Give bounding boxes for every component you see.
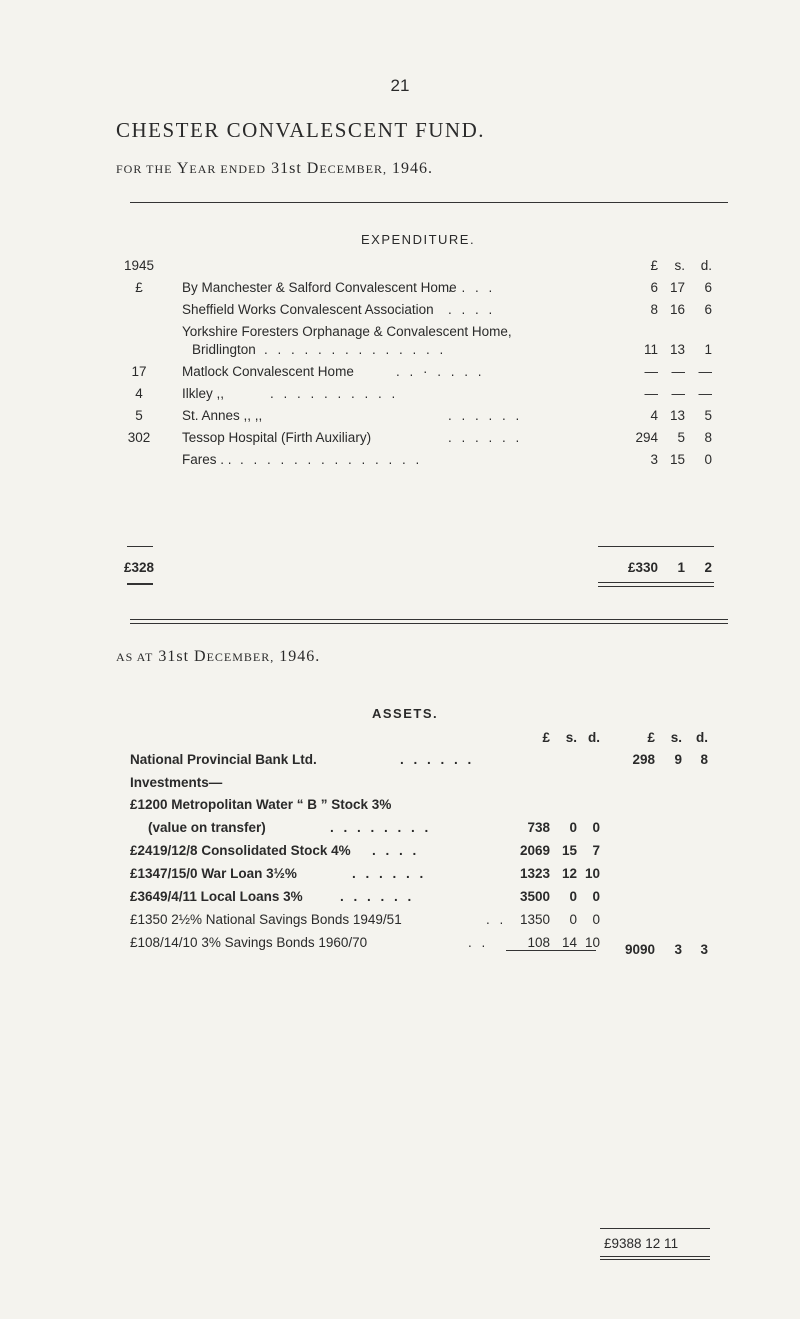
investment-pence: 7	[592, 843, 600, 858]
investment-leaders: . . . . . . . .	[330, 820, 432, 835]
outer-header-shillings: s.	[670, 730, 682, 745]
bank-leaders: . . . . . .	[400, 752, 475, 767]
grand-total-double-rule-2	[600, 1259, 710, 1260]
expenditure-row-description: Bridlington	[192, 342, 256, 357]
expenditure-row-pounds: 11	[643, 342, 658, 357]
expenditure-row-leaders: . . . . . .	[448, 430, 523, 445]
prev-total-double-rule	[127, 583, 153, 585]
total-rule	[598, 546, 714, 547]
expenditure-row-shillings: 16	[669, 302, 685, 317]
investment-pounds: 108	[527, 935, 550, 950]
expenditure-row-pence: 1	[704, 342, 712, 357]
lsd-header-pounds: £	[650, 258, 658, 273]
investment-leaders: . .	[468, 935, 489, 950]
investment-leaders: . . . . . .	[340, 889, 415, 904]
as-at-d: D	[194, 648, 207, 665]
expenditure-row-description: Sheffield Works Convalescent Association	[182, 302, 434, 317]
expenditure-row-shillings: —	[671, 386, 685, 401]
investment-shillings: 0	[569, 889, 577, 904]
expenditure-row-shillings: 15	[669, 452, 685, 467]
expenditure-row-shillings: 17	[669, 280, 685, 295]
bank-pence: 8	[700, 752, 708, 767]
expenditure-row-pence: —	[698, 364, 712, 379]
expenditure-row-leaders: . . · . . . .	[396, 364, 485, 379]
investment-description: £1200 Metropolitan Water “ B ” Stock 3%	[130, 797, 392, 812]
investments-label: Investments—	[130, 775, 223, 790]
grand-total-double-rule-1	[600, 1256, 710, 1257]
expenditure-row-pounds: —	[644, 386, 658, 401]
investment-leaders: . . . . . .	[352, 866, 427, 881]
investment-shillings: 14	[561, 935, 577, 950]
investment-pounds: 1350	[519, 912, 550, 927]
inner-header-shillings: s.	[565, 730, 577, 745]
prev-year-unit: £	[135, 280, 143, 295]
expenditure-row-shillings: 13	[669, 342, 685, 357]
report-period	[116, 160, 433, 178]
investment-shillings: 0	[569, 912, 577, 927]
investment-description: £1350 2½% National Savings Bonds 1949/51	[130, 912, 402, 927]
expenditure-row-pounds: 4	[650, 408, 658, 423]
expenditure-row-shillings: —	[671, 364, 685, 379]
investment-pounds: 738	[527, 820, 550, 835]
as-at: AS AT	[116, 650, 154, 664]
total-shillings: 1	[677, 560, 685, 575]
expenditure-row-leaders: . . . .	[448, 302, 496, 317]
investment-pence: 0	[592, 889, 600, 904]
period-dec-rest: ECEMBER,	[319, 162, 387, 176]
prev-total-rule	[127, 546, 153, 547]
investment-description: £2419/12/8 Consolidated Stock 4%	[130, 843, 351, 858]
expenditure-row-pence: 0	[704, 452, 712, 467]
lsd-header-pence: d.	[700, 258, 712, 273]
expenditure-row-description: St. Annes ,, ,,	[182, 408, 263, 423]
expenditure-row-pence: —	[698, 386, 712, 401]
investment-leaders: . .	[486, 912, 507, 927]
investment-shillings: 12	[561, 866, 577, 881]
investment-pounds: 3500	[519, 889, 550, 904]
page-number: 21	[390, 76, 410, 95]
investment-pounds: 2069	[519, 843, 550, 858]
bank-pounds: 298	[632, 752, 655, 767]
investment-pence: 0	[592, 912, 600, 927]
period-d: D	[306, 160, 320, 177]
expenditure-heading: EXPENDITURE.	[361, 232, 476, 247]
expenditure-row-leaders: . . . . . . . . . .	[270, 386, 399, 401]
expenditure-row-pounds: —	[644, 364, 658, 379]
expenditure-row-prev-year: 5	[135, 408, 143, 423]
investments-total-shillings: 3	[674, 942, 682, 957]
expenditure-row-pounds: 3	[650, 452, 658, 467]
expenditure-row-leaders: . . . . . .	[448, 408, 523, 423]
total-pounds: £330	[627, 560, 658, 575]
period-year-rest: EAR ENDED	[189, 162, 267, 176]
as-at-date: 31st	[158, 648, 190, 665]
expenditure-row-pence: 5	[704, 408, 712, 423]
mid-rule-2	[130, 623, 728, 624]
expenditure-row-description: Ilkley ,,	[182, 386, 225, 401]
inner-header-pounds: £	[542, 730, 550, 745]
expenditure-row-pounds: 6	[650, 280, 658, 295]
expenditure-row-leaders: . . . . . . . . . . . . . .	[240, 452, 423, 467]
total-double-rule-2	[598, 586, 714, 587]
bank-shillings: 9	[674, 752, 682, 767]
total-double-rule-1	[598, 582, 714, 583]
investment-description: £108/14/10 3% Savings Bonds 1960/70	[130, 935, 368, 950]
prev-year-header: 1945	[123, 258, 155, 273]
expenditure-row-leaders: . . . .	[448, 280, 496, 295]
investment-pounds: 1323	[519, 866, 550, 881]
grand-total: £9388 12 11	[604, 1236, 679, 1251]
assets-heading: ASSETS.	[372, 706, 439, 721]
investments-total-pounds: 9090	[624, 942, 655, 957]
expenditure-row-pence: 8	[704, 430, 712, 445]
investment-shillings: 0	[569, 820, 577, 835]
expenditure-row-pence: 6	[704, 280, 712, 295]
as-at-yr: 1946.	[279, 648, 321, 665]
investment-pence: 0	[592, 820, 600, 835]
as-at-dec-rest: ECEMBER,	[206, 650, 275, 664]
grand-total-rule	[600, 1228, 710, 1229]
total-pence: 2	[704, 560, 712, 575]
expenditure-row-shillings: 5	[677, 430, 685, 445]
investments-subtotal-rule	[506, 950, 596, 951]
period-yr: 1946.	[392, 160, 433, 177]
investment-pence: 10	[584, 935, 600, 950]
expenditure-row-description: Fares . .	[182, 452, 232, 467]
period-y: Y	[176, 160, 190, 177]
expenditure-row-description: Matlock Convalescent Home	[182, 364, 354, 379]
expenditure-row-leaders: . . . . . . . . . . . . . .	[264, 342, 447, 357]
expenditure-row-pounds: 8	[650, 302, 658, 317]
expenditure-row-description: By Manchester & Salford Convalescent Home	[182, 280, 457, 295]
investment-description: £1347/15/0 War Loan 3½%	[130, 866, 297, 881]
fund-title: CHESTER CONVALESCENT FUND.	[116, 118, 486, 142]
period-for: FOR THE	[116, 162, 173, 176]
expenditure-row-description: Yorkshire Foresters Orphanage & Convalescent Home,	[182, 324, 512, 339]
investment-description: £3649/4/11 Local Loans 3%	[130, 889, 303, 904]
mid-rule-1	[130, 619, 728, 620]
expenditure-row-prev-year: 17	[131, 364, 147, 379]
investment-description: (value on transfer)	[148, 820, 266, 835]
inner-header-pence: d.	[588, 730, 600, 745]
expenditure-row-pounds: 294	[635, 430, 658, 445]
top-rule	[130, 202, 728, 203]
investment-shillings: 15	[561, 843, 577, 858]
outer-header-pounds: £	[647, 730, 655, 745]
expenditure-row-shillings: 13	[669, 408, 685, 423]
investment-pence: 10	[584, 866, 600, 881]
lsd-header-shillings: s.	[674, 258, 685, 273]
investments-total-pence: 3	[700, 942, 708, 957]
investment-leaders: . . . .	[372, 843, 420, 858]
expenditure-row-pence: 6	[704, 302, 712, 317]
balance-date	[116, 648, 320, 666]
expenditure-row-description: Tessop Hospital (Firth Auxiliary)	[182, 430, 372, 445]
period-date: 31st	[271, 160, 302, 177]
expenditure-row-prev-year: 4	[135, 386, 143, 401]
prev-year-total: £328	[123, 560, 155, 575]
outer-header-pence: d.	[696, 730, 708, 745]
bank-description: National Provincial Bank Ltd.	[130, 752, 317, 767]
expenditure-row-prev-year: 302	[127, 430, 151, 445]
